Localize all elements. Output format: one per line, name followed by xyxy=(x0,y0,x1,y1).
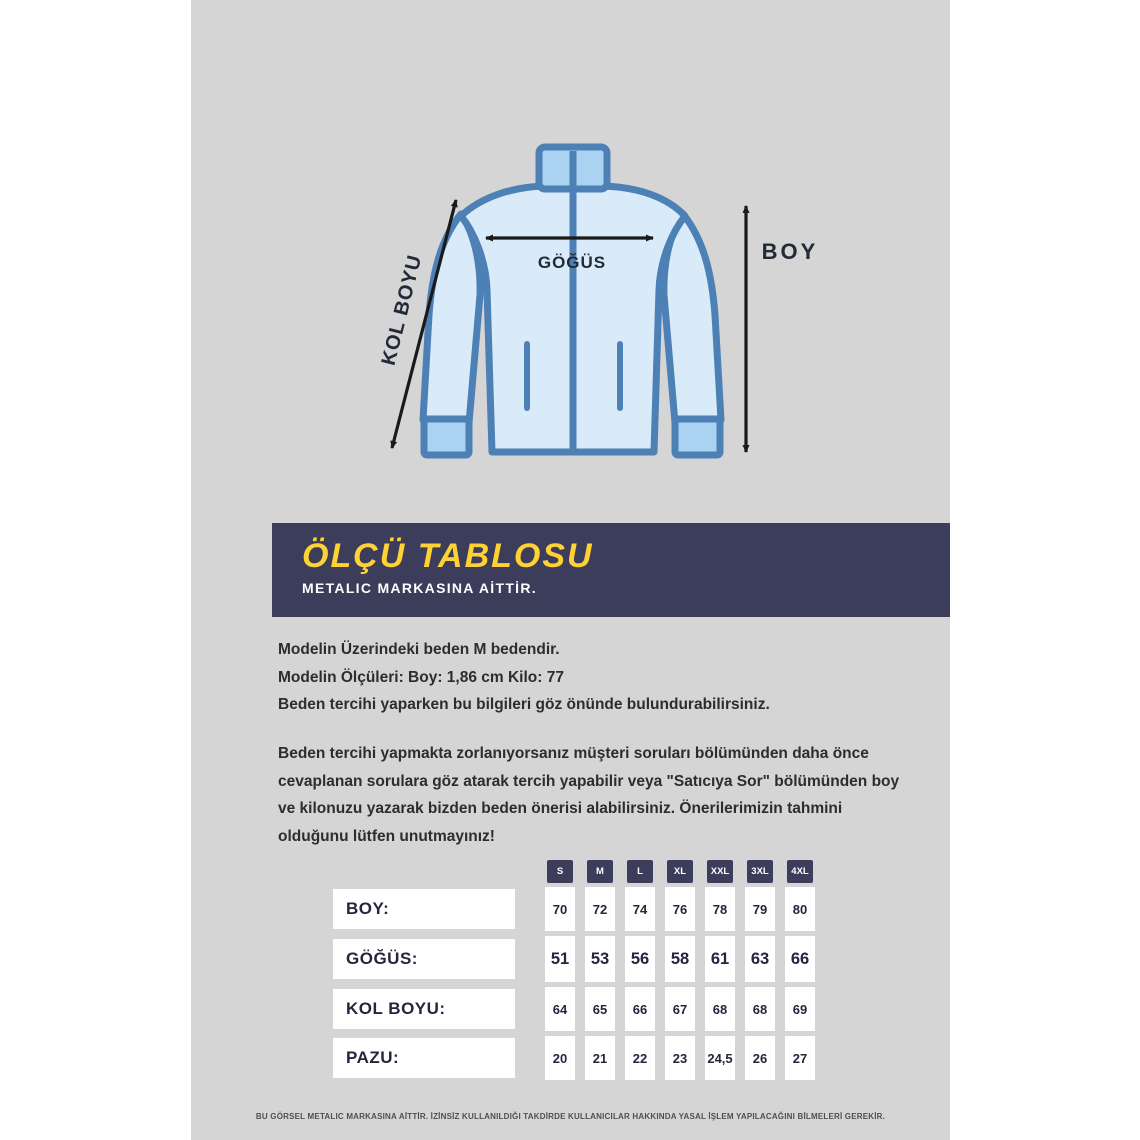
value-cell: 56 xyxy=(625,936,655,982)
value-cell: 72 xyxy=(585,887,615,931)
value-cell: 65 xyxy=(585,987,615,1031)
value-cell: 80 xyxy=(785,887,815,931)
value-cell: 26 xyxy=(745,1036,775,1080)
footer-disclaimer: BU GÖRSEL METALIC MARKASINA AİTTİR. İZİNSİZ KULLANILDIĞI TAKDİRDE KULLANICILAR HAKKINDA YASAL İŞLEM YAPILACAĞINI BİLMELERİ GEREKİR. xyxy=(255,1112,886,1121)
value-cell: 24,5 xyxy=(705,1036,735,1080)
value-cell: 27 xyxy=(785,1036,815,1080)
size-advice-line: Beden tercihi yapmakta zorlanıyorsanız müşteri soruları bölümünden daha önce xyxy=(278,745,869,762)
jacket-right-cuff xyxy=(675,419,720,455)
table-row xyxy=(333,987,820,1031)
banner-title: ÖLÇÜ TABLOSU xyxy=(302,537,594,575)
table-row xyxy=(333,936,820,982)
banner-subtitle: METALIC MARKASINA AİTTİR. xyxy=(302,580,537,597)
jacket-measurement-diagram xyxy=(340,120,840,500)
value-cell: 66 xyxy=(785,936,815,982)
size-table-header-row xyxy=(333,860,820,883)
row-label: KOL BOYU: xyxy=(333,989,515,1029)
value-cell: 22 xyxy=(625,1036,655,1080)
value-cell: 51 xyxy=(545,936,575,982)
value-cell: 67 xyxy=(665,987,695,1031)
value-cell: 61 xyxy=(705,936,735,982)
value-cell: 68 xyxy=(705,987,735,1031)
value-cell: 53 xyxy=(585,936,615,982)
length-label: BOY xyxy=(761,239,819,264)
size-chip-l: L xyxy=(627,860,653,883)
size-chip-m: M xyxy=(587,860,613,883)
jacket-left-sleeve xyxy=(423,214,480,423)
row-label: GÖĞÜS: xyxy=(333,939,515,979)
value-cell: 74 xyxy=(625,887,655,931)
value-cell: 20 xyxy=(545,1036,575,1080)
size-table-banner xyxy=(272,523,950,617)
value-cell: 64 xyxy=(545,987,575,1031)
size-advice-text xyxy=(278,740,899,850)
value-cell: 63 xyxy=(745,936,775,982)
value-cell: 68 xyxy=(745,987,775,1031)
model-info-line: Modelin Üzerindeki beden M bedendir. xyxy=(278,641,560,658)
jacket-left-cuff xyxy=(424,419,469,455)
model-info-text xyxy=(278,636,770,719)
sleeve-label: KOL BOYU xyxy=(377,252,427,368)
size-chip-xxl: XXL xyxy=(707,860,733,883)
size-table xyxy=(333,860,820,1085)
size-chip-s: S xyxy=(547,860,573,883)
value-cell: 78 xyxy=(705,887,735,931)
size-advice-line: olduğunu lütfen unutmayınız! xyxy=(278,827,495,845)
value-cell: 70 xyxy=(545,887,575,931)
value-cell: 69 xyxy=(785,987,815,1031)
chest-label: GÖĞÜS xyxy=(537,253,607,272)
model-info-line: Beden tercihi yaparken bu bilgileri göz önünde bulundurabilirsiniz. xyxy=(278,696,770,713)
table-row xyxy=(333,887,820,931)
value-cell: 79 xyxy=(745,887,775,931)
value-cell: 23 xyxy=(665,1036,695,1080)
table-row xyxy=(333,1036,820,1080)
size-chip-3xl: 3XL xyxy=(747,860,773,883)
jacket-right-sleeve xyxy=(664,214,721,423)
size-chip-xl: XL xyxy=(667,860,693,883)
value-cell: 66 xyxy=(625,987,655,1031)
value-cell: 76 xyxy=(665,887,695,931)
value-cell: 21 xyxy=(585,1036,615,1080)
row-label: BOY: xyxy=(333,889,515,929)
value-cell: 58 xyxy=(665,936,695,982)
model-info-line: Modelin Ölçüleri: Boy: 1,86 cm Kilo: 77 xyxy=(278,668,564,686)
row-label: PAZU: xyxy=(333,1038,515,1078)
size-chip-4xl: 4XL xyxy=(787,860,813,883)
size-advice-line: ve kilonuzu yazarak bizden beden önerisi alabilirsiniz. Önerilerimizin tahmini xyxy=(278,800,843,817)
size-advice-line: cevaplanan sorulara göz atarak tercih yapabilir veya "Satıcıya Sor" bölümünden boy xyxy=(278,772,900,790)
